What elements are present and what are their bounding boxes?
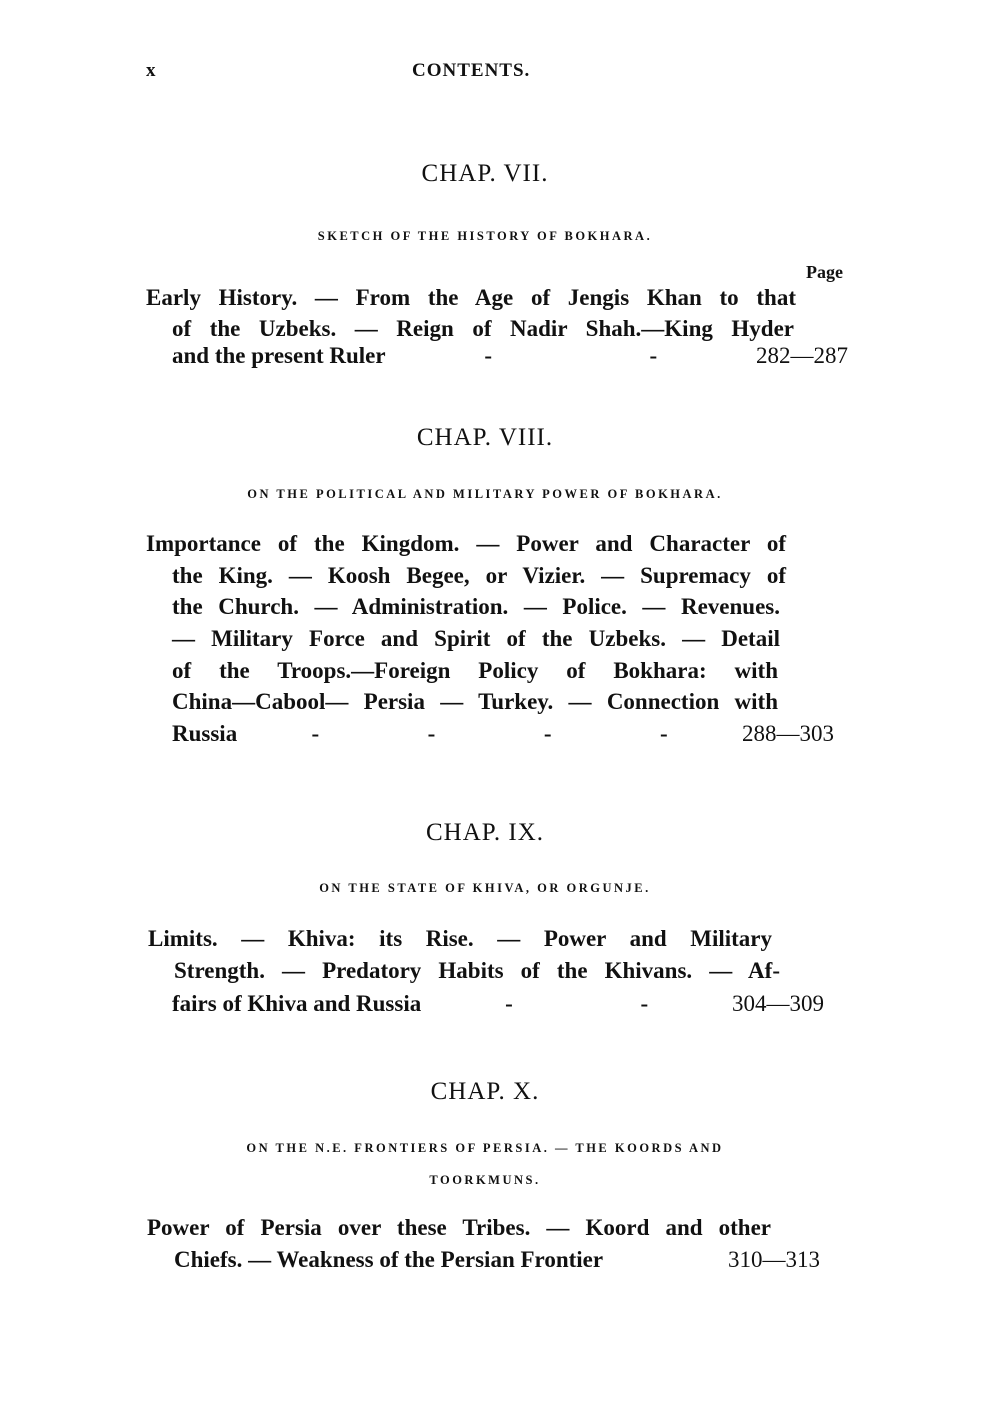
entry-line: China—Cabool— Persia — Turkey. — Connection with: [172, 689, 778, 714]
chapter-subtitle: ON THE POLITICAL AND MILITARY POWER OF BOKHARA.: [247, 487, 723, 501]
chapter-heading: CHAP. VII.: [421, 160, 549, 187]
chapter-heading: CHAP. VIII.: [416, 424, 554, 451]
chapter-heading: CHAP. X.: [430, 1078, 540, 1105]
leader-dash: -: [311, 721, 320, 746]
page-range: 310—313: [728, 1247, 820, 1272]
leader-dash: -: [543, 721, 552, 746]
entry-text: and the present Ruler: [172, 343, 386, 368]
entry-line: Limits. — Khiva: its Rise. — Power and Military: [148, 926, 772, 951]
entry-text: Chiefs. — Weakness of the Persian Frontier: [174, 1247, 604, 1272]
chapter-heading: CHAP. IX.: [425, 819, 545, 846]
entry-last-line: [174, 1245, 820, 1275]
running-title: CONTENTS.: [412, 60, 531, 81]
chapter-subtitle: ON THE STATE OF KHIVA, OR ORGUNJE.: [319, 881, 651, 895]
entry-line: Strength. — Predatory Habits of the Khivans. — Af-: [174, 958, 780, 983]
leader-dash: -: [427, 721, 436, 746]
entry-line: Power of Persia over these Tribes. — Koord and other: [147, 1215, 771, 1240]
entry-last-line: [172, 341, 848, 371]
entry-last-line: [172, 989, 824, 1019]
leader-dash: -: [660, 721, 668, 746]
entry-last-line: [172, 719, 834, 749]
chapter-subtitle: TOORKMUNS.: [429, 1173, 541, 1187]
entry-text: fairs of Khiva and Russia: [172, 991, 422, 1016]
entry-line: Importance of the Kingdom. — Power and Character of: [146, 531, 786, 556]
entry-text: Russia: [172, 721, 238, 746]
entry-line: the King. — Koosh Begee, or Vizier. — Supremacy of: [172, 563, 786, 588]
entry-line: of the Uzbeks. — Reign of Nadir Shah.—King Hyder: [172, 316, 794, 341]
page-range: 304—309: [732, 991, 824, 1016]
entry-line: — Military Force and Spirit of the Uzbeks. — Detail: [172, 626, 780, 651]
page-number: x: [146, 60, 157, 81]
entry-line: Early History. — From the Age of Jengis Khan to that: [146, 285, 796, 310]
page-range: 282—287: [756, 343, 848, 368]
leader-dash: -: [640, 991, 649, 1016]
page-column-label: Page: [806, 262, 843, 282]
chapter-subtitle: SKETCH OF THE HISTORY OF BOKHARA.: [317, 229, 653, 243]
leader-dash: -: [649, 343, 658, 368]
page-range: 288—303: [742, 721, 834, 746]
entry-line: of the Troops.—Foreign Policy of Bokhara: with: [172, 658, 778, 683]
chapter-subtitle: ON THE N.E. FRONTIERS OF PERSIA. — THE KOORDS AND: [246, 1141, 724, 1155]
leader-dash: -: [505, 991, 513, 1016]
leader-dash: -: [484, 343, 493, 368]
entry-line: the Church. — Administration. — Police. — Revenues.: [172, 594, 780, 619]
